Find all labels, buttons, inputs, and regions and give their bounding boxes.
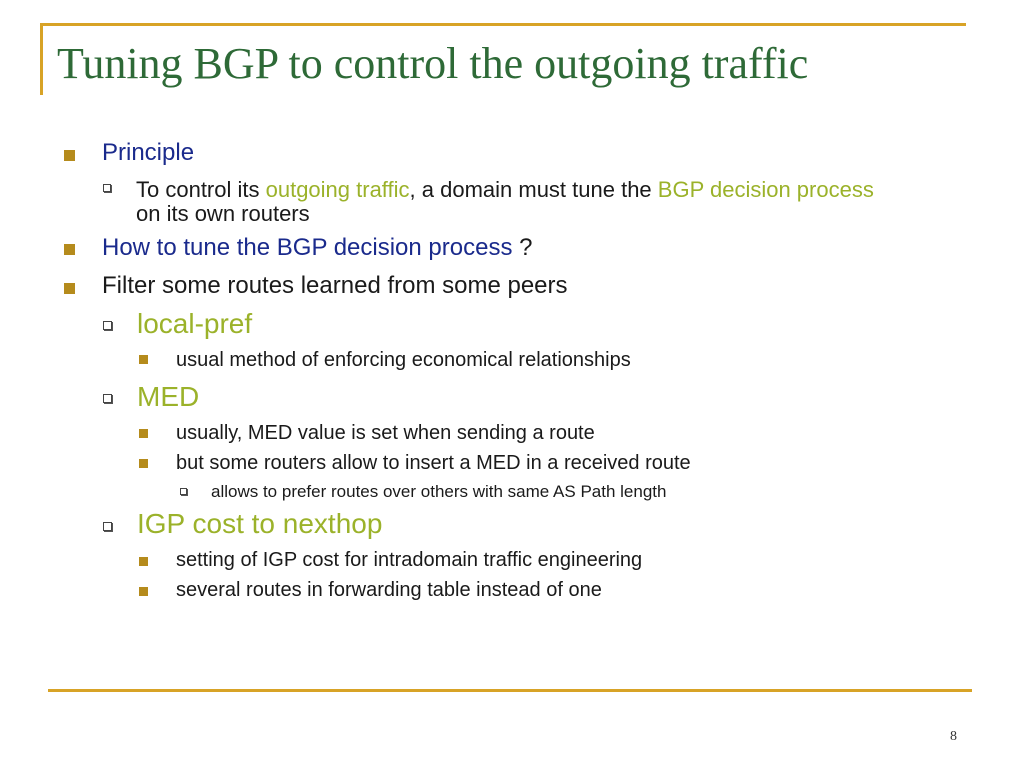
med-item-2: but some routers allow to insert a MED in a received route (176, 452, 691, 474)
bullet-square-icon (139, 355, 148, 364)
hollow-square-bullet-icon (103, 184, 111, 192)
bullet-square-icon (139, 429, 148, 438)
footer-rule (48, 689, 972, 692)
subheading-med: MED (137, 381, 200, 412)
med-item-1: usually, MED value is set when sending a route (176, 422, 595, 444)
bullet-how-to (102, 236, 532, 260)
igp-item-1: setting of IGP cost for intradomain traffic engineering (176, 549, 643, 571)
bullet-square-icon (139, 557, 148, 566)
bullet-square-icon (64, 150, 75, 161)
bullet-square-icon (139, 587, 148, 596)
principle-text-1: To control its (136, 177, 266, 202)
subheading-local-pref: local-pref (137, 308, 253, 339)
hollow-square-bullet-icon (103, 522, 112, 531)
slide-title: Tuning BGP to control the outgoing traffic (57, 39, 809, 88)
principle-detail (136, 178, 886, 226)
igp-item-2: several routes in forwarding table instead of one (176, 579, 602, 601)
page-number: 8 (950, 729, 957, 744)
highlight-bgp-decision-process: BGP decision process (657, 177, 874, 202)
title-frame-top-rule (40, 23, 966, 26)
hollow-square-bullet-icon (103, 321, 112, 330)
bullet-square-icon (64, 244, 75, 255)
bullet-principle: Principle (102, 139, 195, 166)
bullet-square-icon (64, 283, 75, 294)
local-pref-item: usual method of enforcing economical relationships (176, 349, 631, 371)
bullet-square-icon (139, 459, 148, 468)
highlight-outgoing-traffic: outgoing traffic (265, 177, 410, 202)
principle-text-2: , a domain must tune the (409, 177, 658, 202)
hollow-square-bullet-icon (180, 488, 187, 495)
subheading-igp-cost: IGP cost to nexthop (137, 508, 383, 539)
how-to-text: How to tune the BGP decision process (102, 234, 513, 261)
how-to-suffix: ? (512, 234, 533, 261)
bullet-filter: Filter some routes learned from some peers (102, 272, 568, 299)
title-frame-left-rule (40, 23, 43, 95)
med-item-2-sub: allows to prefer routes over others with same AS Path length (211, 482, 667, 501)
hollow-square-bullet-icon (103, 394, 112, 403)
principle-text-3: on its own routers (136, 200, 310, 226)
